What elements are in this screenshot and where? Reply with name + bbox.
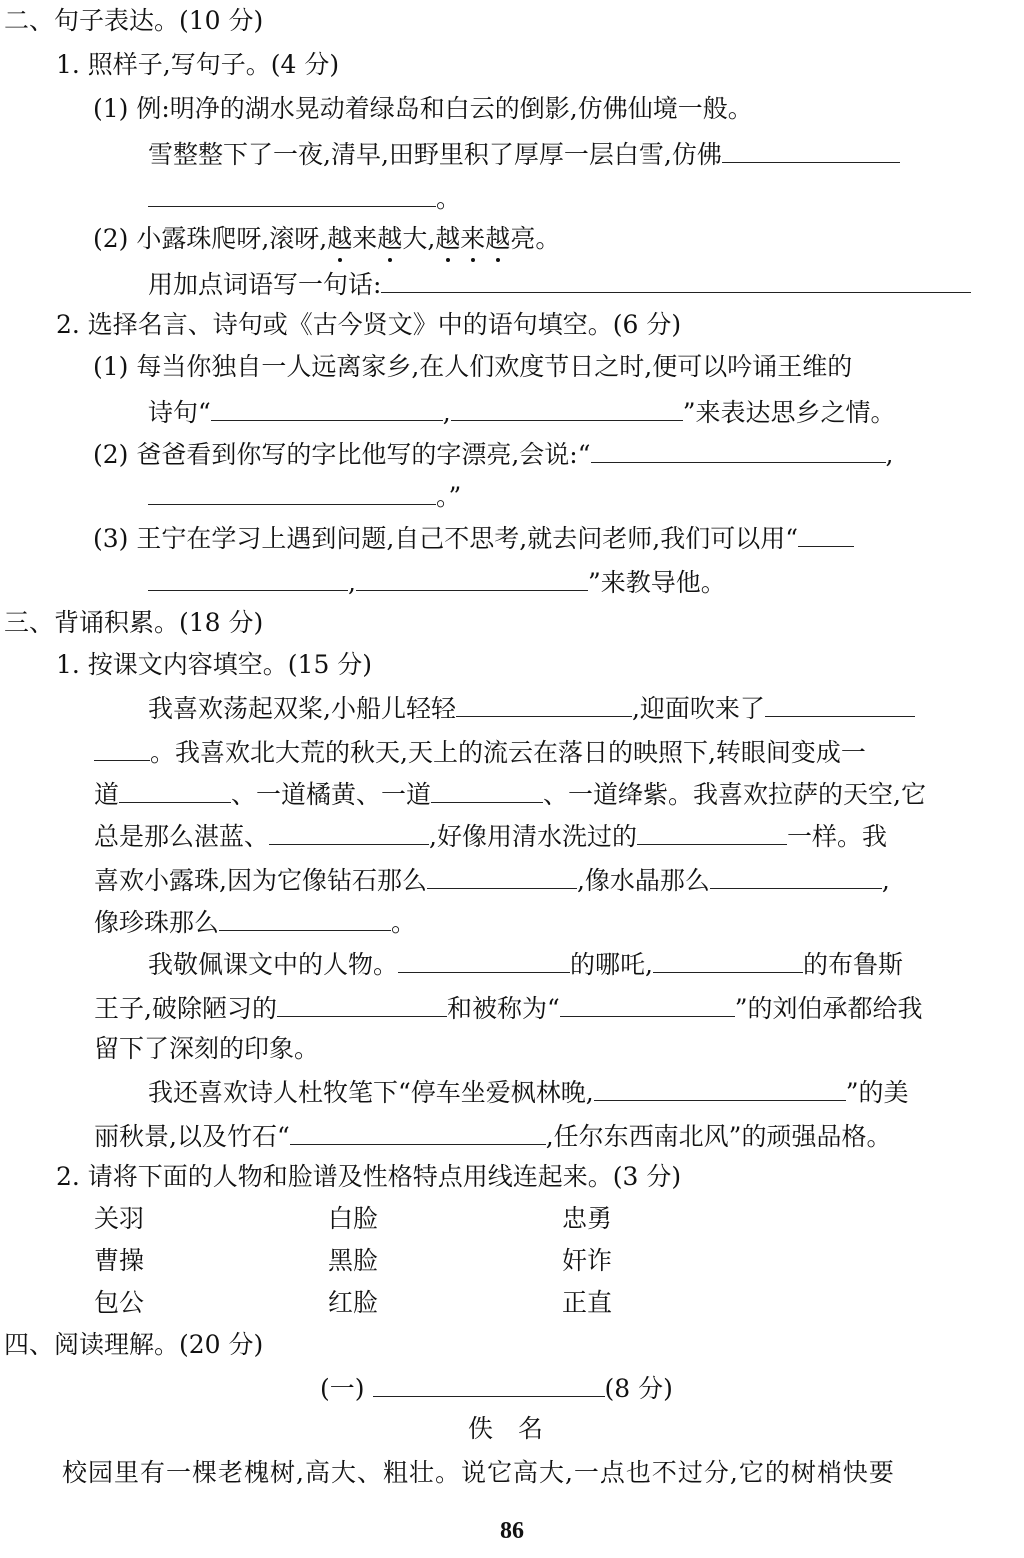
fill-line-9: 留下了深刻的印象。 <box>94 1034 320 1063</box>
dotted-char: 越 <box>485 222 510 256</box>
fill-line-6: 像珍珠那么 。 <box>94 904 416 940</box>
answer-blank[interactable] <box>710 862 882 889</box>
question-2-2-title: 2. 选择名言、诗句或《古今贤文》中的语句填空。(6 分) <box>56 310 682 339</box>
answer-blank[interactable] <box>381 266 971 293</box>
question-2-1-title: 1. 照样子,写句子。(4 分) <box>56 50 340 79</box>
section-4-heading: 四、阅读理解。(20 分) <box>4 1330 264 1359</box>
dotted-char: 来 <box>460 222 485 256</box>
fill-line-2: 。我喜欢北大荒的秋天,天上的流云在落日的映照下,转眼间变成一 <box>94 734 866 770</box>
example-sentence: (1) 例:明净的湖水晃动着绿岛和白云的倒影,仿佛仙境一般。 <box>93 94 753 123</box>
fill-line-11: 丽秋景,以及竹石“ ,任尔东西南北风”的顽强品格。 <box>94 1118 891 1154</box>
answer-blank[interactable] <box>148 478 436 505</box>
question-2-2-item-1-blanks: 诗句“ , ”来表达思乡之情。 <box>148 394 896 430</box>
reading-part-heading: (一) (8 分) <box>320 1370 673 1406</box>
answer-blank[interactable] <box>765 690 915 717</box>
passage-author: 佚 名 <box>468 1414 544 1443</box>
match-person-1[interactable]: 关羽 <box>94 1204 145 1233</box>
answer-blank[interactable] <box>211 394 443 421</box>
fill-line-10: 我还喜欢诗人杜牧笔下“停车坐爱枫林晚, ”的美 <box>148 1074 909 1110</box>
imitate-sentence-prompt: 雪整整下了一夜,清早,田野里积了厚厚一层白雪,仿佛 <box>148 140 722 169</box>
question-2-2-item-2: (2) 爸爸看到你写的字比他写的字漂亮,会说:“ , <box>93 436 893 472</box>
answer-blank[interactable] <box>451 394 683 421</box>
answer-blank[interactable] <box>148 180 436 207</box>
answer-blank[interactable] <box>290 1118 546 1145</box>
fill-line-7: 我敬佩课文中的人物。 的哪吒, 的布鲁斯 <box>148 946 903 982</box>
match-person-3[interactable]: 包公 <box>94 1288 145 1317</box>
question-2-2-item-3: (3) 王宁在学习上遇到问题,自己不思考,就去问老师,我们可以用“ <box>93 520 854 556</box>
dotted-char: 越 <box>327 222 352 256</box>
page-number: 86 <box>500 1518 524 1544</box>
answer-blank[interactable] <box>653 946 803 973</box>
answer-blank[interactable] <box>431 776 543 803</box>
dew-sentence: (2) 小露珠爬呀,滚呀,越来越大,越来越亮。 <box>93 222 560 256</box>
question-2-2-item-1: (1) 每当你独自一人远离家乡,在人们欢度节日之时,便可以吟诵王维的 <box>93 352 853 381</box>
answer-blank[interactable] <box>637 818 787 845</box>
answer-blank[interactable] <box>398 946 570 973</box>
question-2-2-item-2-cont: 。” <box>148 478 461 514</box>
fill-line-1: 我喜欢荡起双桨,小船儿轻轻 ,迎面吹来了 <box>148 690 915 726</box>
fill-line-3: 道 、一道橘黄、一道 、一道绛紫。我喜欢拉萨的天空,它 <box>94 776 926 812</box>
period: 。 <box>436 184 462 213</box>
answer-blank[interactable] <box>119 776 231 803</box>
match-trait-3[interactable]: 正直 <box>562 1288 613 1317</box>
answer-blank[interactable] <box>591 436 886 463</box>
answer-blank[interactable] <box>277 990 447 1017</box>
fill-line-8: 王子,破除陋习的 和被称为“ ”的刘伯承都给我 <box>94 990 923 1026</box>
answer-blank[interactable] <box>456 690 632 717</box>
question-3-2-title: 2. 请将下面的人物和脸谱及性格特点用线连起来。(3 分) <box>56 1162 682 1191</box>
passage-first-line: 校园里有一棵老槐树,高大、粗壮。说它高大,一点也不过分,它的树梢快要 <box>62 1458 895 1487</box>
dotted-char: 越 <box>377 222 402 256</box>
imitate-sentence-line <box>148 136 900 172</box>
answer-blank[interactable] <box>356 564 588 591</box>
match-face-3[interactable]: 红脸 <box>328 1288 379 1317</box>
section-3-heading: 三、背诵积累。(18 分) <box>4 608 264 637</box>
passage-title-blank[interactable] <box>373 1370 605 1397</box>
answer-blank[interactable] <box>427 862 577 889</box>
match-trait-2[interactable]: 奸诈 <box>562 1246 613 1275</box>
answer-blank[interactable] <box>148 564 348 591</box>
answer-blank[interactable] <box>722 136 900 163</box>
section-2-heading: 二、句子表达。(10 分) <box>4 6 264 35</box>
match-trait-1[interactable]: 忠勇 <box>562 1204 613 1233</box>
dotted-char: 越 <box>435 222 460 256</box>
question-3-1-title: 1. 按课文内容填空。(15 分) <box>56 650 373 679</box>
answer-blank[interactable] <box>798 520 854 547</box>
answer-blank[interactable] <box>560 990 735 1017</box>
fill-line-4: 总是那么湛蓝、 ,好像用清水洗过的 一样。我 <box>94 818 887 854</box>
imitate-sentence-continuation <box>148 180 461 216</box>
match-face-1[interactable]: 白脸 <box>328 1204 379 1233</box>
answer-blank[interactable] <box>594 1074 846 1101</box>
match-face-2[interactable]: 黑脸 <box>328 1246 379 1275</box>
dotted-words-task: 用加点词语写一句话: <box>148 266 971 302</box>
answer-blank[interactable] <box>94 734 150 761</box>
match-person-2[interactable]: 曹操 <box>94 1246 145 1275</box>
question-2-2-item-3-cont: , ”来教导他。 <box>148 564 726 600</box>
fill-line-5: 喜欢小露珠,因为它像钻石那么 ,像水晶那么 , <box>94 862 890 898</box>
answer-blank[interactable] <box>219 904 391 931</box>
answer-blank[interactable] <box>269 818 429 845</box>
